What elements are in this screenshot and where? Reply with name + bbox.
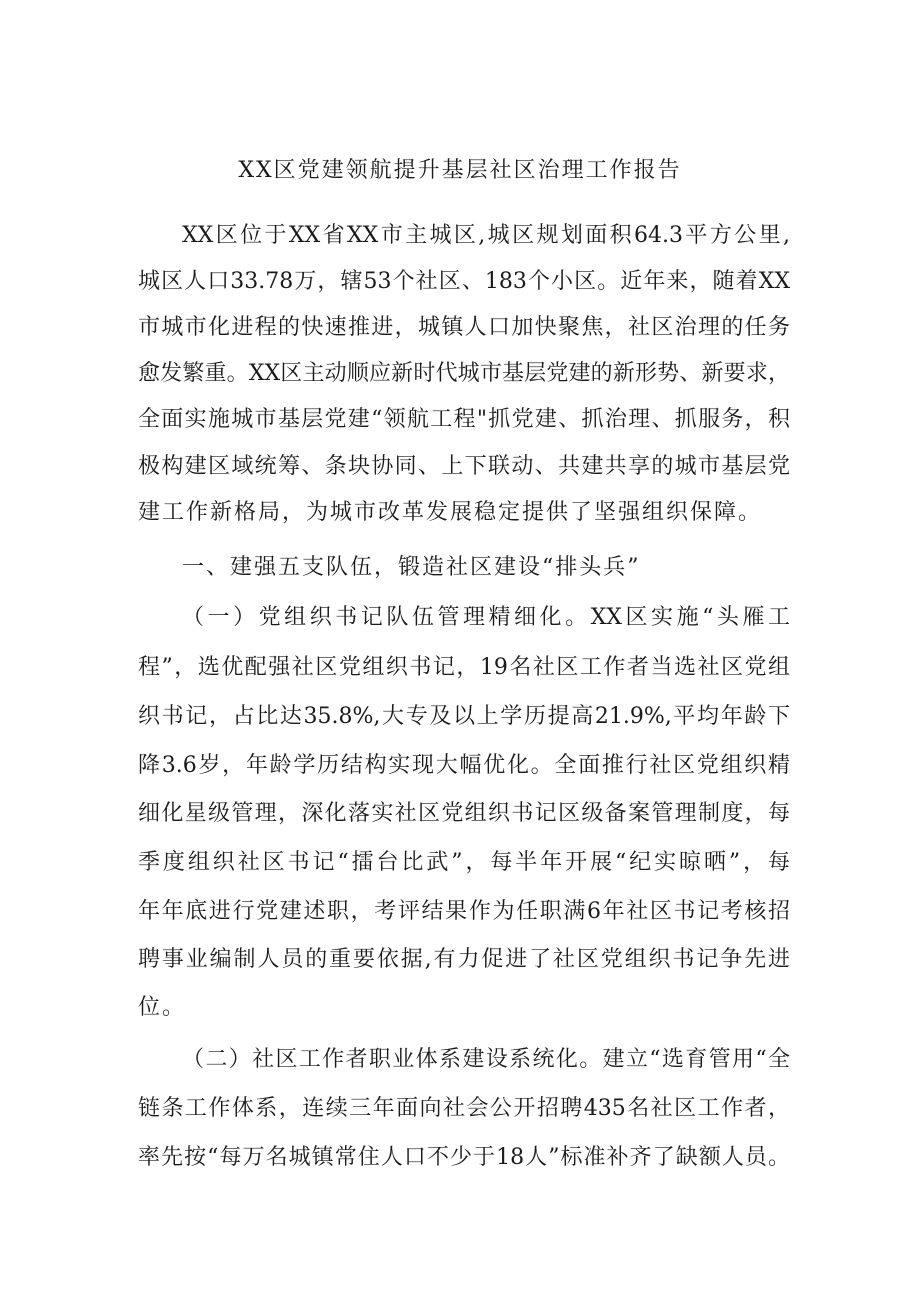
paragraph-line: 极构建区域统筹、条块协同、上下联动、共建共享的城市基层党 [138, 454, 790, 479]
paragraph-line: 率先按“每万名城镇常住人口不少于18人”标准补齐了缺额人员。 [138, 1145, 790, 1170]
paragraph-line: 市城市化进程的快速推进，城镇人口加快聚焦，社区治理的任务 [138, 315, 790, 340]
paragraph-line: 程”，选优配强社区党组织书记，19名社区工作者当选社区党组 [138, 655, 790, 680]
section-heading: 一、建强五支队伍，锻造社区建设“排头兵” [182, 555, 641, 580]
paragraph-line: 季度组织社区书记“擂台比武”，每半年开展“纪实晾晒”，每 [138, 850, 790, 875]
paragraph-line: 建工作新格局，为城市改革发展稳定提供了坚强组织保障。 [138, 500, 763, 525]
document-title: XX区党建领航提升基层社区治理工作报告 [238, 158, 682, 183]
paragraph-line: 城区人口33.78万，辖53个社区、183个小区。近年来，随着XX [138, 269, 790, 294]
paragraph-line: XX区位于XX省XX市主城区,城区规划面积64.3平方公里, [182, 223, 790, 248]
paragraph-line: 年年底进行党建述职，考评结果作为任职满6年社区书记考核招 [138, 899, 790, 924]
paragraph-line: 织书记，占比达35.8%,大专及以上学历提高21.9%,平均年龄下 [138, 704, 790, 729]
paragraph-line: 位。 [138, 995, 187, 1020]
paragraph-line: 细化星级管理，深化落实社区党组织书记区级备案管理制度，每 [138, 801, 790, 826]
paragraph-line: （二）社区工作者职业体系建设系统化。建立“选育管用“全 [182, 1047, 790, 1072]
paragraph-line: 聘事业编制人员的重要依据,有力促进了社区党组织书记争先进 [138, 947, 790, 972]
paragraph-line: 链条工作体系，连续三年面向社会公开招聘435名社区工作者， [138, 1096, 790, 1121]
paragraph-line: 全面实施城市基层党建“领航工程"抓党建、抓治理、抓服务，积 [138, 407, 790, 432]
paragraph-line: （一）党组织书记队伍管理精细化。XX区实施“头雁工 [182, 605, 790, 630]
paragraph-line: 愈发繁重。XX区主动顺应新时代城市基层党建的新形势、新要求， [138, 361, 790, 386]
paragraph-line: 降3.6岁，年龄学历结构实现大幅优化。全面推行社区党组织精 [138, 753, 790, 778]
